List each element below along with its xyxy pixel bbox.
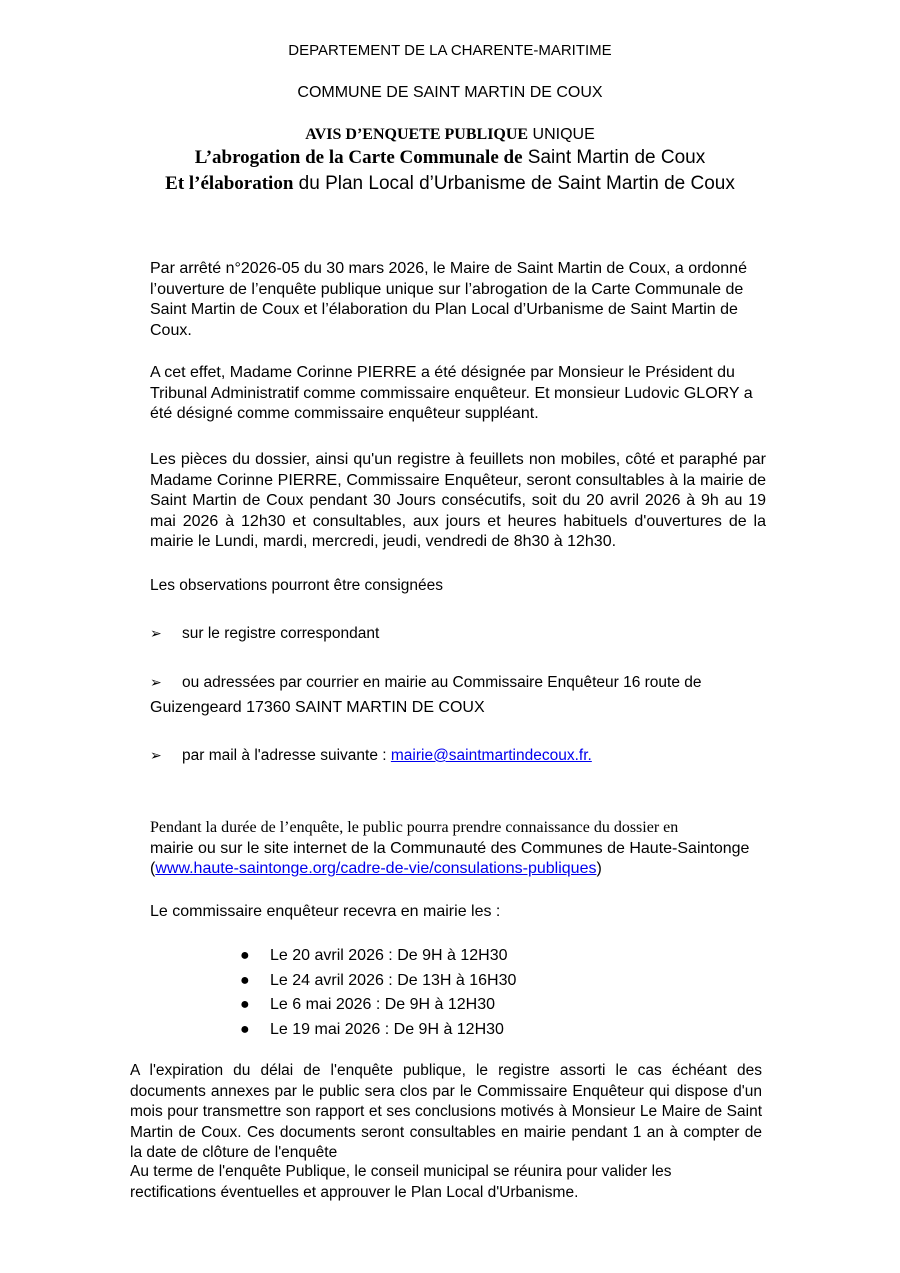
list-item: ● Le 6 mai 2026 : De 9H à 12H30 [240, 993, 516, 1018]
department-header: DEPARTEMENT DE LA CHARENTE-MARITIME [288, 42, 612, 59]
commune-header: COMMUNE DE SAINT MARTIN DE COUX [297, 84, 603, 101]
notice-title-bold: AVIS D’ENQUETE PUBLIQUE [305, 126, 529, 143]
terme-paragraph: Au terme de l'enquête Publique, le conseil municipal se réunira pour valider les rectifications éventuelles et approuver le Plan Local d'Urbanisme. [130, 1163, 672, 1201]
dossier-paragraph: Les pièces du dossier, ainsi qu'un registre à feuillets non mobiles, côté et paraphé par Madame Corinne PIERRE, Commissaire Enquêteur, seront consultables à la mairie de Saint Martin de Coux pendant 30 Jours consécutifs, soit du 20 avril 2026 à 9h au 19 mai 2026 à 12h30 et consultables, aux jours et heures habituels d'ouvertures de la mairie le Lundi, mardi, mercredi, jeudi, vendredi de 8h30 à 12h30. [150, 451, 766, 550]
dot-bullet-icon: ● [240, 971, 250, 989]
observation-courrier-line2: Guizengeard 17360 SAINT MARTIN DE COUX [150, 699, 485, 716]
list-item: ● Le 24 avril 2026 : De 13H à 16H30 [240, 969, 516, 994]
dot-bullet-icon: ● [240, 996, 250, 1013]
close-paren: ) [596, 860, 602, 877]
arrow-bullet-icon: ➢ [150, 748, 162, 764]
observations-intro: Les observations pourront être consignées [150, 577, 443, 594]
arrete-paragraph: Par arrêté n°2026-05 du 30 mars 2026, le Maire de Saint Martin de Coux, a ordonné l’ouverture de l’enquête publique unique sur l’abrogation de la Carte Communale de Saint Martin de Coux et l’élaboration du Plan Local d’Urbanisme de Saint Martin de Coux. [150, 260, 747, 339]
mail-link[interactable]: mairie@saintmartindecoux.fr. [390, 747, 592, 764]
arrow-bullet-icon: ➢ [150, 626, 162, 642]
commissaire-paragraph: A cet effet, Madame Corinne PIERRE a été désignée par Monsieur le Président du Tribunal Administratif comme commissaire enquêteur. Et monsieur Ludovic GLORY a été désigné comme commissaire enquêteur suppléant. [150, 364, 753, 422]
notice-title [0, 126, 900, 144]
subject-line-2-bold: Et l’élaboration [165, 173, 294, 194]
subject-line-1-normal: Saint Martin de Coux [522, 147, 706, 168]
consultation-line-3 [150, 859, 790, 880]
observation-courrier-line1: ou adressées par courrier en mairie au Commissaire Enquêteur 16 route de [182, 674, 702, 691]
list-item: ● Le 19 mai 2026 : De 9H à 12H30 [240, 1018, 516, 1043]
consultation-paragraph [150, 818, 790, 880]
list-item: ● Le 20 avril 2026 : De 9H à 12H30 [240, 944, 516, 969]
arrow-bullet-icon: ➢ [150, 675, 162, 691]
observation-item-courrier [150, 674, 702, 692]
subject-line-2 [0, 173, 900, 195]
consultation-line-2: mairie ou sur le site internet de la Communauté des Communes de Haute-Saintonge [150, 839, 750, 857]
observation-registre-text: sur le registre correspondant [182, 625, 380, 642]
dot-bullet-icon: ● [240, 947, 250, 964]
dot-bullet-icon: ● [240, 1020, 250, 1038]
observation-mail-label: par mail à l'adresse suivante : [182, 747, 391, 764]
subject-line-1 [0, 147, 900, 169]
expiration-paragraph: A l'expiration du délai de l'enquête publique, le registre assorti le cas échéant des documents annexes par le public sera clos par le Commissaire Enquêteur qui dispose d'un mois pour transmettre son rapport et ses conclusions motivés à Monsieur Le Maire de Saint Martin de Coux. Ces documents seront consultables en mairie pendant 1 an à compter de la date de clôture de l'enquête [130, 1062, 762, 1161]
permanences-list [240, 944, 516, 1042]
subject-line-1-bold: L’abrogation de la Carte Communale de [194, 147, 523, 168]
notice-title-normal: UNIQUE [528, 126, 595, 143]
observation-item-registre [150, 625, 379, 643]
consultation-line-1: Pendant la durée de l’enquête, le public pourra prendre connaissance du dossier en [150, 819, 679, 836]
observation-item-mail [150, 747, 592, 765]
subject-line-2-normal: du Plan Local d’Urbanisme de Saint Martin de Coux [293, 173, 735, 194]
permanences-intro: Le commissaire enquêteur recevra en mairie les : [150, 903, 501, 920]
haute-saintonge-link[interactable]: www.haute-saintonge.org/cadre-de-vie/consulations-publiques [155, 860, 597, 877]
open-paren: ( [150, 860, 156, 877]
